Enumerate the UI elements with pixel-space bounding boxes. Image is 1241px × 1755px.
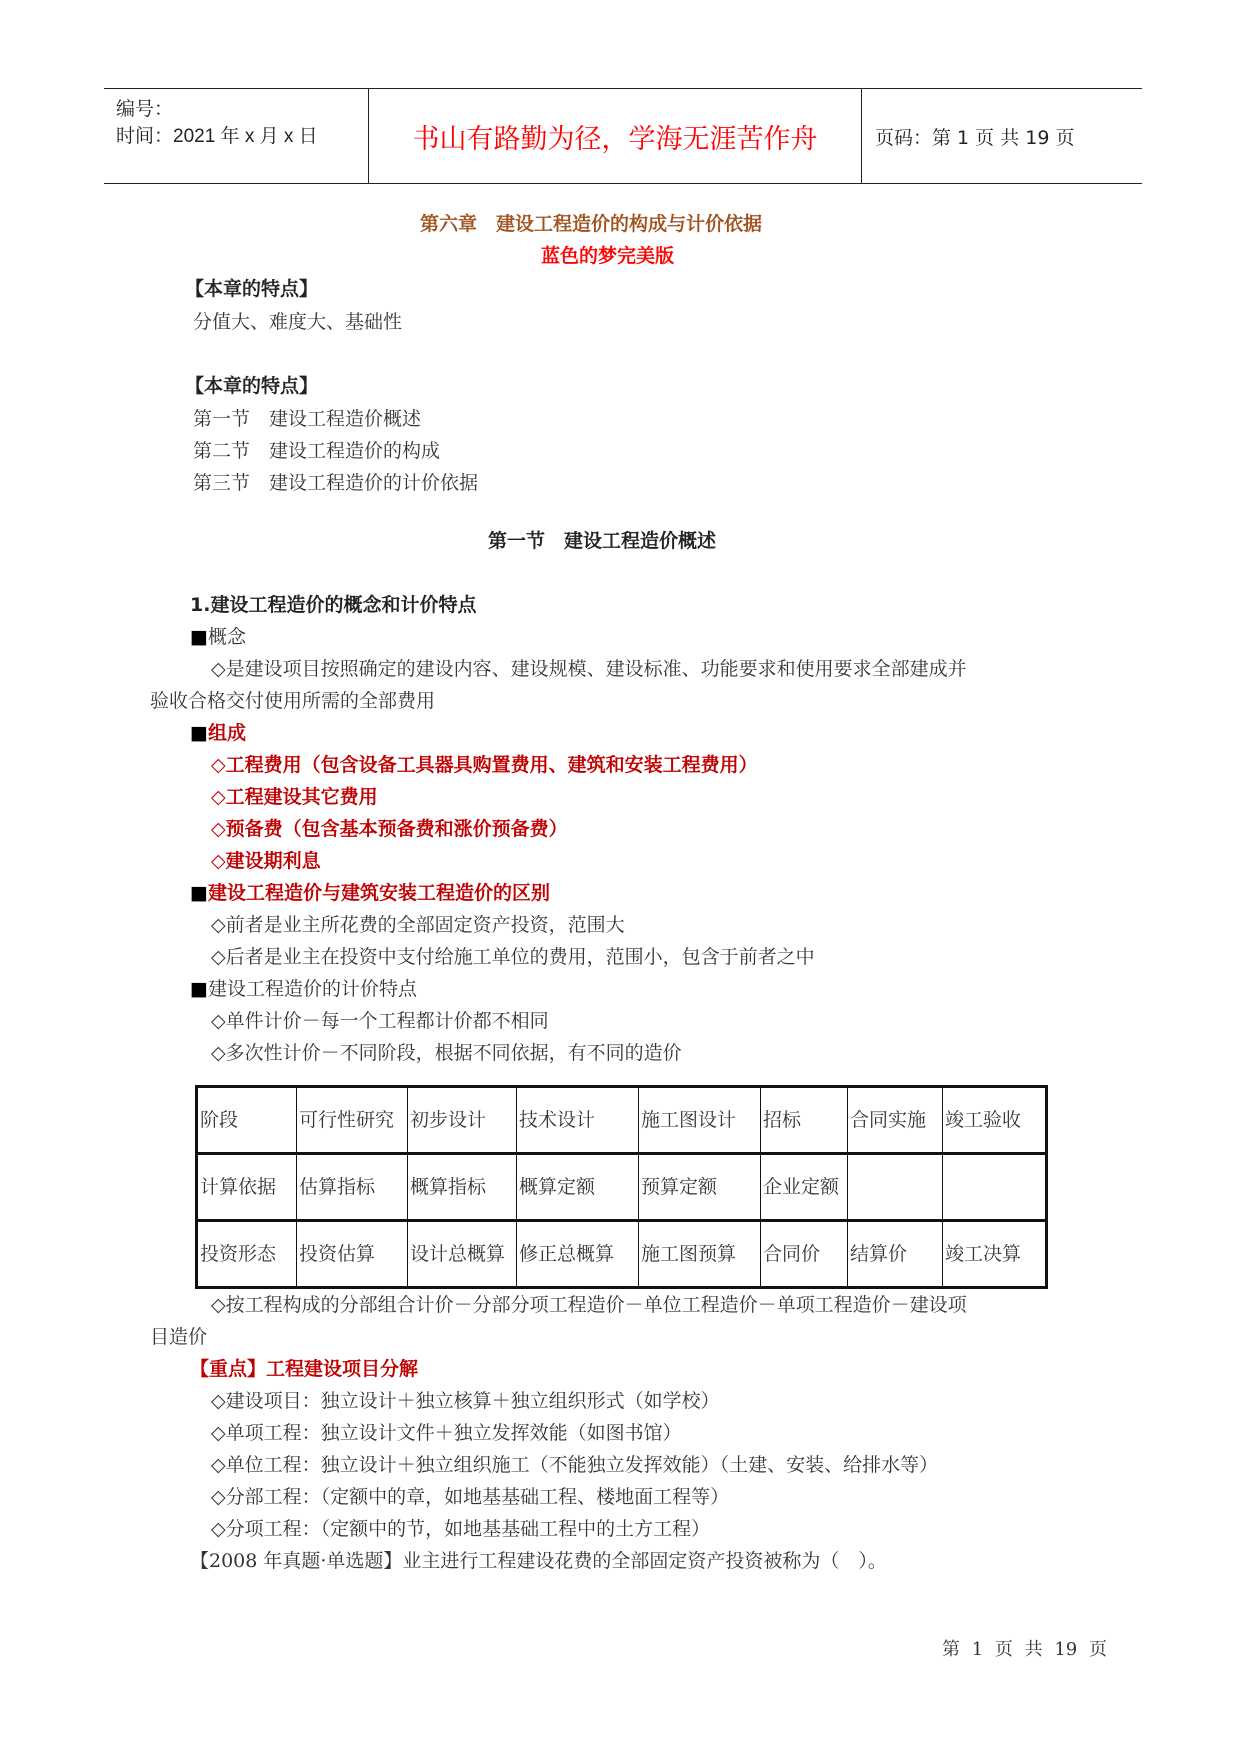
- table-row: [197, 1221, 1047, 1288]
- table-cell: [943, 1154, 1047, 1221]
- square-bullet-icon: ■: [190, 626, 208, 648]
- table-cell: 竣工验收: [943, 1087, 1047, 1154]
- key-item: ◇单位工程：独立设计＋独立组织施工（不能独立发挥效能）（土建、安装、给排水等）: [211, 1454, 939, 1476]
- pricing-label-row: [190, 976, 417, 1002]
- table-cell: 投资形态: [197, 1221, 297, 1288]
- table-cell: 招标: [761, 1087, 848, 1154]
- table-row: [197, 1154, 1047, 1221]
- table-cell: 计算依据: [197, 1154, 297, 1221]
- composition-label: 组成: [207, 722, 246, 744]
- contents-item: 第二节 建设工程造价的构成: [193, 440, 441, 462]
- composition-item: ◇预备费（包含基本预备费和涨价预备费）: [211, 818, 568, 840]
- document-time: 时间：2021 年 x 月 x 日: [116, 126, 318, 147]
- table-cell: 企业定额: [761, 1154, 848, 1221]
- table-cell: 修正总概算: [517, 1221, 639, 1288]
- page-header: [104, 88, 1142, 184]
- table-cell: 阶段: [197, 1087, 297, 1154]
- composition-label-row: [190, 720, 246, 746]
- composition-item: ◇工程费用（包含设备工具器具购置费用、建筑和安装工程费用）: [211, 754, 758, 776]
- chapter-title: 第六章 建设工程造价的构成与计价依据: [420, 213, 763, 235]
- pricing-label: 建设工程造价的计价特点: [207, 978, 417, 1000]
- contents-heading: 【本章的特点】: [185, 375, 319, 397]
- section-heading: 1.建设工程造价的概念和计价特点: [190, 594, 477, 616]
- contents-item: 第三节 建设工程造价的计价依据: [193, 472, 479, 494]
- square-bullet-icon: ■: [190, 882, 208, 904]
- key-item: ◇建设项目：独立设计＋独立核算＋独立组织形式（如学校）: [211, 1390, 720, 1412]
- section-title: 第一节 建设工程造价概述: [488, 530, 717, 552]
- chapter-subtitle: 蓝色的梦完美版: [541, 245, 675, 267]
- table-cell: 概算指标: [408, 1154, 517, 1221]
- concept-label: 概念: [207, 626, 246, 648]
- table-cell: 施工图设计: [639, 1087, 761, 1154]
- pricing-stages-table: [195, 1085, 1048, 1289]
- contents-item: 第一节 建设工程造价概述: [193, 408, 422, 430]
- table-cell: 可行性研究: [297, 1087, 408, 1154]
- header-page-info: 页码：第 1 页 共 19 页: [875, 127, 1075, 149]
- key-item: ◇单项工程：独立设计文件＋独立发挥效能（如图书馆）: [211, 1422, 682, 1444]
- table-row: [197, 1087, 1047, 1154]
- table-cell: 竣工决算: [943, 1221, 1047, 1288]
- table-cell: 概算定额: [517, 1154, 639, 1221]
- page-footer: 第 1 页 共 19 页: [942, 1639, 1107, 1660]
- table-cell: 施工图预算: [639, 1221, 761, 1288]
- concept-label-row: [190, 624, 246, 650]
- table-cell: 投资估算: [297, 1221, 408, 1288]
- composition-item: ◇工程建设其它费用: [211, 786, 378, 808]
- key-heading: 【重点】工程建设项目分解: [190, 1358, 419, 1380]
- document-number: 编号：: [116, 99, 174, 120]
- key-item: ◇分项工程：（定额中的节，如地基基础工程中的土方工程）: [211, 1518, 711, 1540]
- difference-label-row: [190, 880, 550, 906]
- square-bullet-icon: ■: [190, 978, 208, 1000]
- table-cell: 技术设计: [517, 1087, 639, 1154]
- difference-item: ◇前者是业主所花费的全部固定资产投资，范围大: [211, 914, 625, 936]
- table-cell: [848, 1154, 943, 1221]
- header-meta: [104, 89, 369, 183]
- difference-label: 建设工程造价与建筑安装工程造价的区别: [207, 882, 550, 904]
- table-cell: 结算价: [848, 1221, 943, 1288]
- concept-text-cont: 验收合格交付使用所需的全部费用: [150, 690, 436, 712]
- composition-item: ◇建设期利息: [211, 850, 321, 872]
- square-bullet-icon: ■: [190, 722, 208, 744]
- header-motto: 书山有路勤为径，学海无涯苦作舟: [369, 89, 862, 183]
- exam-question: 【2008 年真题·单选题】业主进行工程建设花费的全部固定资产投资被称为（ ）。: [190, 1550, 887, 1572]
- combination-text-cont: 目造价: [150, 1326, 208, 1348]
- concept-text: ◇是建设项目按照确定的建设内容、建设规模、建设标准、功能要求和使用要求全部建成并: [211, 658, 967, 680]
- table-cell: 合同实施: [848, 1087, 943, 1154]
- table-cell: 估算指标: [297, 1154, 408, 1221]
- table-cell: 预算定额: [639, 1154, 761, 1221]
- table-cell: 合同价: [761, 1221, 848, 1288]
- table-cell: 设计总概算: [408, 1221, 517, 1288]
- features-heading: 【本章的特点】: [185, 278, 319, 300]
- combination-text: ◇按工程构成的分部组合计价－分部分项工程造价－单位工程造价－单项工程造价－建设项: [211, 1294, 967, 1316]
- pricing-item: ◇多次性计价－不同阶段，根据不同依据，有不同的造价: [211, 1042, 682, 1064]
- key-item: ◇分部工程：（定额中的章，如地基基础工程、楼地面工程等）: [211, 1486, 730, 1508]
- pricing-item: ◇单件计价－每一个工程都计价都不相同: [211, 1010, 549, 1032]
- difference-item: ◇后者是业主在投资中支付给施工单位的费用，范围小，包含于前者之中: [211, 946, 815, 968]
- table-cell: 初步设计: [408, 1087, 517, 1154]
- features-text: 分值大、难度大、基础性: [193, 311, 403, 333]
